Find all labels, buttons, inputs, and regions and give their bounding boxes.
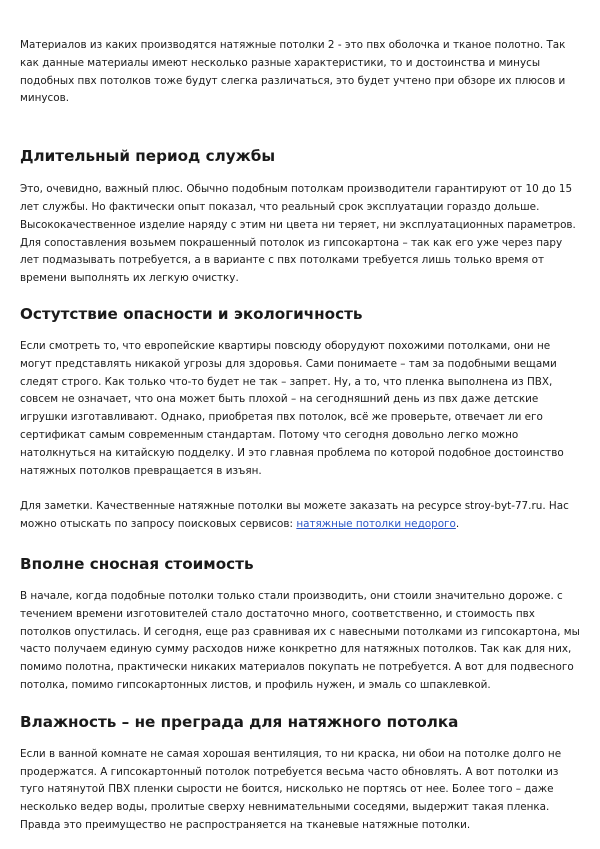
ceiling-link[interactable]: натяжные потолки недорого — [296, 518, 456, 531]
section-humidity — [20, 712, 580, 835]
heading-humidity: Влажность – не преграда для натяжного потолка — [20, 712, 459, 731]
note-text: Для заметки. Качественные натяжные потолки вы можете заказать на ресурсе stroy-byt-77.ru. Нас можно отыскать по запросу поисковых сервисов: — [20, 500, 569, 531]
note-end: . — [455, 518, 460, 531]
heading-cost: Вполне сносная стоимость — [20, 554, 254, 573]
intro-paragraph: Материалов из каких производятся натяжные потолки 2 - это пвх оболочка и тканое полотно. Так как данные материалы имеют несколько разные характеристики, то и достоинства и минусы подобных пвх потолков тоже будут слегка различаться, это будет учтено при обзоре их плюсов и минусов. — [20, 39, 566, 105]
paragraph-safety-ecology: Если смотреть то, что европейские квартиры повсюду оборудуют похожими потолками, они не могут представлять никакой угрозы для здоровья. Сами понимаете – там за подобными вещами следят строго. Как только что-то будет не так – запрет. Ну, а то, что пленка выполнена из ПВХ, совсем не означает, что она может быть плохой – на сегодняшний день из пвх даже детские игрушки изготавливают. Однако, приобретая пвх потолок, всё же проверьте, отвечает ли его сертификат самым современным стандартам. Потому что сегодня довольно легко можно натолкнуться на китайскую подделку. И это главная проблема по которой подобное достоинство натяжных потолков превращается в изъян. — [20, 339, 564, 477]
section-safety-ecology — [20, 304, 580, 534]
section-service-life — [20, 146, 580, 288]
heading-service-life: Длительный период службы — [20, 147, 276, 166]
section-cost — [20, 554, 580, 695]
heading-safety-ecology: Остутствие опасности и экологичность — [20, 304, 363, 323]
note-paragraph — [20, 498, 580, 534]
paragraph-cost: В начале, когда подобные потолки только стали производить, они стоили значительно дороже. с течением времени изготовителей стало достаточно много, соответственно, и стоимость пвх потолков опустилась. И сегодня, еще раз сравнивая их с навесными потолками из гипсокартона, мы часто получаем единую сумму расходов ниже конкретно для натяжных потолков. Так как для них, помимо полотна, практически никаких материалов покупать не потребуется. А вот для подвесного потолка, помимо гипсокартонных листов, и профиль нужен, и эмаль со шпаклевкой. — [20, 589, 580, 691]
paragraph-service-life: Это, очевидно, важный плюс. Обычно подобным потолкам производители гарантируют от 10 до 15 лет службы. Но фактически опыт показал, что реальный срок эксплуатации гораздо дольше. Высококачественное изделие наряду с этим ни цвета ни теряет, ни эксплуатационных параметров. Для сопоставления возьмем покрашенный потолок из гипсокартона – так как его уже через пару лет подмазывать потребуется, а в варианте с пвх потолками требуется лишь только время от времени выполнять их легкую очистку. — [20, 183, 576, 285]
paragraph-humidity: Если в ванной комнате не самая хорошая вентиляция, то ни краска, ни обои на потолке долго не продержатся. А гипсокартонный потолок потребуется весьма часто обновлять. А вот потолки из туго натянутой ПВХ пленки сырости не боится, нисколько не портясь от нее. Более того – даже несколько ведер воды, пролитые сверху невнимательными соседями, выдержит такая пленка. Правда это преимущество не распространяется на тканевые натяжные потолки. — [20, 747, 562, 831]
